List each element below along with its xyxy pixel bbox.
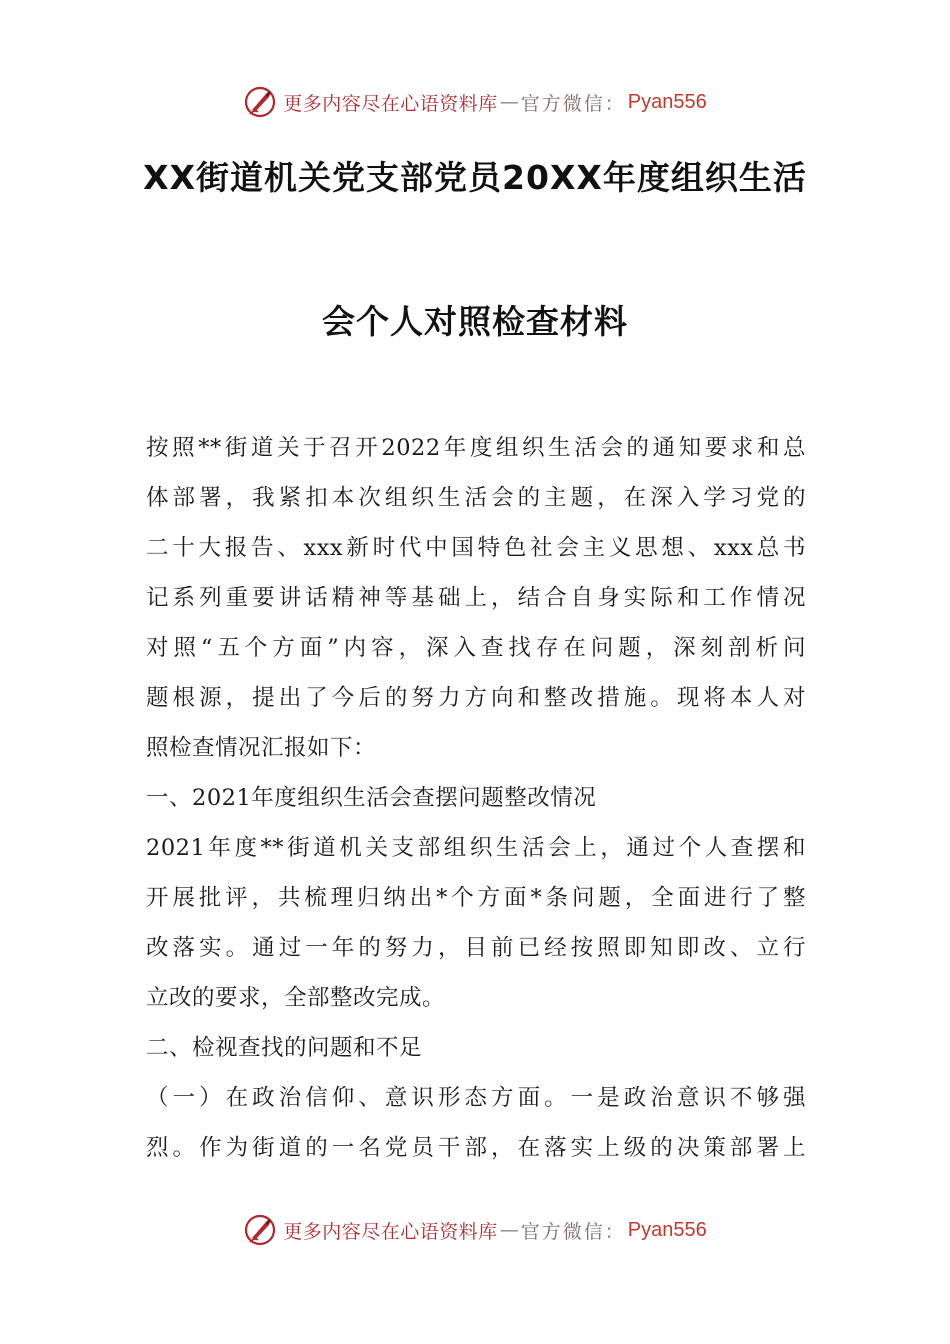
section-heading-2: 二、检视查找的问题和不足: [146, 1035, 423, 1061]
body-line: （一）在政治信仰、意识形态方面。一是政治意识不够强: [146, 1085, 806, 1111]
body-line: 二十大报告、xxx新时代中国特色社会主义思想、xxx总书: [146, 535, 806, 561]
body-line: 2021年度**街道机关支部组织生活会上，通过个人查摆和: [146, 835, 806, 861]
body-line: 改落实。通过一年的努力，目前已经按照即知即改、立行: [146, 935, 806, 961]
wechat-id: Pyan556: [627, 1218, 707, 1241]
body-line: 题根源，提出了今后的努力方向和整改措施。现将本人对: [146, 685, 806, 711]
body-line: 按照**街道关于召开2022年度组织生活会的通知要求和总: [146, 435, 806, 461]
promo-text: 更多内容尽在心语资料库: [283, 92, 498, 115]
wechat-id: Pyan556: [627, 90, 707, 113]
footer-watermark-banner: [0, 1210, 950, 1250]
document-body: [146, 428, 806, 1178]
wechat-label: 官方微信：: [520, 1220, 626, 1243]
document-title-line-2: 会个人对照检查材料: [322, 302, 628, 341]
section-heading-1: 一、2021年度组织生活会查摆问题整改情况: [146, 785, 597, 811]
body-line: 记系列重要讲话精神等基础上，结合自身实际和工作情况: [146, 585, 806, 611]
body-line: 照检查情况汇报如下：: [146, 735, 377, 761]
pen-logo-icon: [243, 85, 277, 119]
header-watermark-banner: [0, 82, 950, 122]
body-line: 立改的要求，全部整改完成。: [146, 985, 446, 1011]
promo-text: 更多内容尽在心语资料库: [283, 1220, 498, 1243]
pen-logo-icon: [243, 1213, 277, 1247]
separator: —: [499, 1219, 519, 1241]
wechat-label: 官方微信：: [520, 92, 626, 115]
body-line: 体部署，我紧扣本次组织生活会的主题，在深入学习党的: [146, 485, 806, 511]
document-title-line-1: XX街道机关党支部党员20XX年度组织生活: [143, 158, 807, 197]
body-line: 烈。作为街道的一名党员干部，在落实上级的决策部署上: [146, 1135, 806, 1161]
body-line: 对照“五个方面”内容，深入查找存在问题，深刻剖析问: [146, 635, 806, 661]
separator: —: [499, 91, 519, 113]
body-line: 开展批评，共梳理归纳出*个方面*条问题，全面进行了整: [146, 885, 806, 911]
